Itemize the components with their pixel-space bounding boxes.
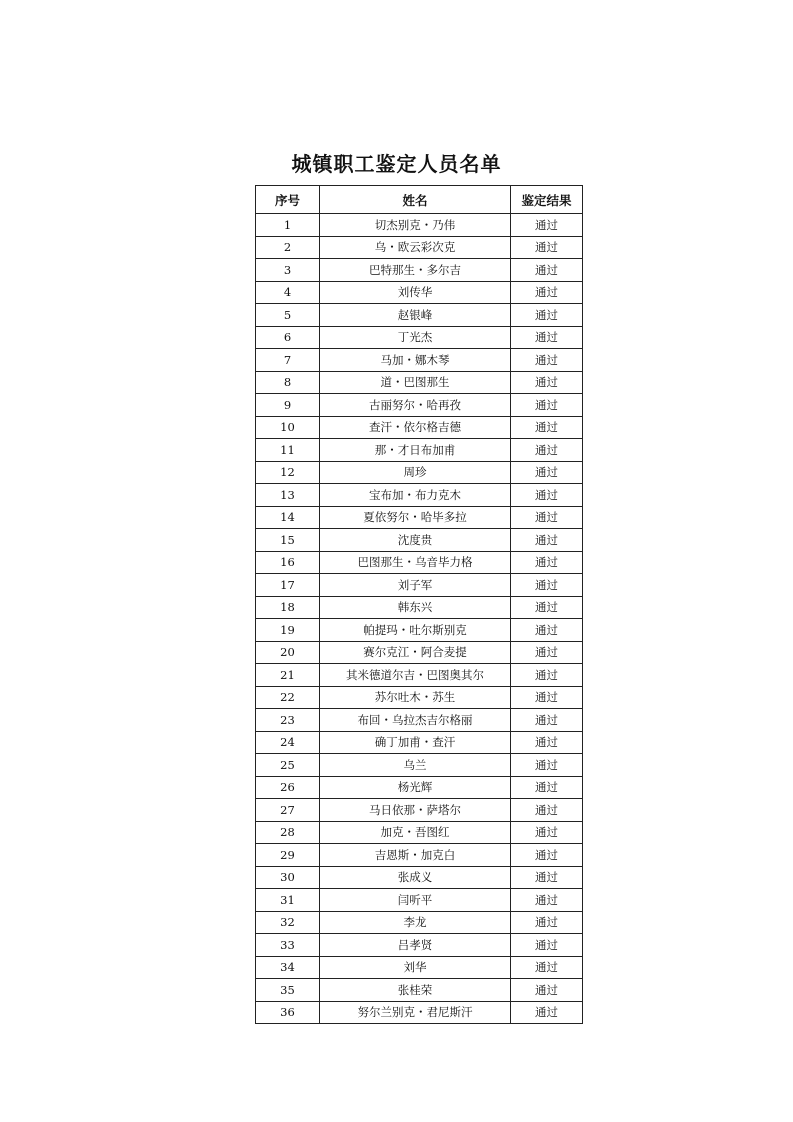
- table-row: [256, 349, 583, 372]
- row-name-cell: 努尔兰别克・君尼斯汗: [320, 1001, 511, 1024]
- row-number-cell: 32: [256, 911, 320, 934]
- row-number-cell: 15: [256, 529, 320, 552]
- table-row: [256, 754, 583, 777]
- row-number-cell: 6: [256, 326, 320, 349]
- row-result-cell: 通过: [511, 214, 583, 237]
- row-number-cell: 17: [256, 574, 320, 597]
- row-number-cell: 7: [256, 349, 320, 372]
- row-result-cell: 通过: [511, 709, 583, 732]
- row-name-cell: 吉恩斯・加克白: [320, 844, 511, 867]
- row-name-cell: 刘华: [320, 956, 511, 979]
- row-result-cell: 通过: [511, 439, 583, 462]
- column-header-result: 鉴定结果: [511, 186, 583, 214]
- row-name-cell: 那・才日布加甫: [320, 439, 511, 462]
- row-result-cell: 通过: [511, 484, 583, 507]
- page-title: 城镇职工鉴定人员名单: [291, 152, 502, 176]
- table-row: [256, 821, 583, 844]
- table-row: [256, 799, 583, 822]
- row-number-cell: 21: [256, 664, 320, 687]
- table-row: [256, 259, 583, 282]
- row-name-cell: 沈度贵: [320, 529, 511, 552]
- row-name-cell: 闫听平: [320, 889, 511, 912]
- table-row: [256, 619, 583, 642]
- row-name-cell: 马日依那・萨塔尔: [320, 799, 511, 822]
- row-number-cell: 19: [256, 619, 320, 642]
- row-name-cell: 张桂荣: [320, 979, 511, 1002]
- table-row: [256, 956, 583, 979]
- table-row: [256, 394, 583, 417]
- table-row: [256, 461, 583, 484]
- table-row: [256, 776, 583, 799]
- row-number-cell: 23: [256, 709, 320, 732]
- row-result-cell: 通过: [511, 506, 583, 529]
- row-name-cell: 苏尔吐木・苏生: [320, 686, 511, 709]
- row-number-cell: 24: [256, 731, 320, 754]
- row-number-cell: 34: [256, 956, 320, 979]
- table-row: [256, 304, 583, 327]
- row-number-cell: 2: [256, 236, 320, 259]
- row-result-cell: 通过: [511, 844, 583, 867]
- column-header-name: 姓名: [320, 186, 511, 214]
- row-name-cell: 张成义: [320, 866, 511, 889]
- table-row: [256, 551, 583, 574]
- table-row: [256, 844, 583, 867]
- row-number-cell: 18: [256, 596, 320, 619]
- table-row: [256, 439, 583, 462]
- row-name-cell: 吕孝贤: [320, 934, 511, 957]
- row-name-cell: 夏依努尔・哈毕多拉: [320, 506, 511, 529]
- table-row: [256, 911, 583, 934]
- row-number-cell: 8: [256, 371, 320, 394]
- row-result-cell: 通过: [511, 259, 583, 282]
- row-name-cell: 韩东兴: [320, 596, 511, 619]
- table-row: [256, 416, 583, 439]
- row-name-cell: 赛尔克江・阿合麦提: [320, 641, 511, 664]
- row-number-cell: 29: [256, 844, 320, 867]
- row-number-cell: 27: [256, 799, 320, 822]
- row-result-cell: 通过: [511, 596, 583, 619]
- table-row: [256, 979, 583, 1002]
- row-number-cell: 9: [256, 394, 320, 417]
- table-body: [256, 214, 583, 1024]
- table-row: [256, 214, 583, 237]
- row-number-cell: 35: [256, 979, 320, 1002]
- row-result-cell: 通过: [511, 866, 583, 889]
- row-name-cell: 刘传华: [320, 281, 511, 304]
- row-number-cell: 13: [256, 484, 320, 507]
- table-row: [256, 1001, 583, 1024]
- row-name-cell: 古丽努尔・哈再孜: [320, 394, 511, 417]
- row-number-cell: 3: [256, 259, 320, 282]
- row-name-cell: 道・巴图那生: [320, 371, 511, 394]
- row-result-cell: 通过: [511, 686, 583, 709]
- table-row: [256, 236, 583, 259]
- table-row: [256, 731, 583, 754]
- row-number-cell: 26: [256, 776, 320, 799]
- row-number-cell: 25: [256, 754, 320, 777]
- table-row: [256, 596, 583, 619]
- row-name-cell: 查汗・依尔格吉德: [320, 416, 511, 439]
- row-result-cell: 通过: [511, 326, 583, 349]
- table-row: [256, 934, 583, 957]
- row-number-cell: 31: [256, 889, 320, 912]
- table-header-row: [256, 186, 583, 214]
- row-number-cell: 1: [256, 214, 320, 237]
- table-row: [256, 484, 583, 507]
- row-result-cell: 通过: [511, 394, 583, 417]
- row-name-cell: 巴图那生・乌音毕力格: [320, 551, 511, 574]
- row-name-cell: 确丁加甫・查汗: [320, 731, 511, 754]
- row-result-cell: 通过: [511, 979, 583, 1002]
- row-name-cell: 布回・乌拉杰吉尔格丽: [320, 709, 511, 732]
- row-result-cell: 通过: [511, 754, 583, 777]
- row-result-cell: 通过: [511, 934, 583, 957]
- row-number-cell: 11: [256, 439, 320, 462]
- row-number-cell: 10: [256, 416, 320, 439]
- row-name-cell: 刘子军: [320, 574, 511, 597]
- row-result-cell: 通过: [511, 619, 583, 642]
- row-result-cell: 通过: [511, 821, 583, 844]
- row-result-cell: 通过: [511, 889, 583, 912]
- row-name-cell: 赵银峰: [320, 304, 511, 327]
- row-result-cell: 通过: [511, 371, 583, 394]
- row-number-cell: 14: [256, 506, 320, 529]
- row-number-cell: 16: [256, 551, 320, 574]
- row-result-cell: 通过: [511, 416, 583, 439]
- row-result-cell: 通过: [511, 799, 583, 822]
- table-row: [256, 506, 583, 529]
- table-row: [256, 664, 583, 687]
- row-result-cell: 通过: [511, 304, 583, 327]
- row-name-cell: 周珍: [320, 461, 511, 484]
- table-row: [256, 529, 583, 552]
- row-result-cell: 通过: [511, 1001, 583, 1024]
- row-number-cell: 5: [256, 304, 320, 327]
- row-name-cell: 宝布加・布力克木: [320, 484, 511, 507]
- table-row: [256, 326, 583, 349]
- column-header-number: 序号: [256, 186, 320, 214]
- row-name-cell: 李龙: [320, 911, 511, 934]
- table-row: [256, 866, 583, 889]
- row-result-cell: 通过: [511, 776, 583, 799]
- row-name-cell: 乌兰: [320, 754, 511, 777]
- row-number-cell: 22: [256, 686, 320, 709]
- row-name-cell: 马加・娜木琴: [320, 349, 511, 372]
- row-name-cell: 其米德道尔吉・巴图奥其尔: [320, 664, 511, 687]
- row-name-cell: 帕提玛・吐尔斯别克: [320, 619, 511, 642]
- row-name-cell: 加克・吾图红: [320, 821, 511, 844]
- table-row: [256, 686, 583, 709]
- row-number-cell: 28: [256, 821, 320, 844]
- row-result-cell: 通过: [511, 641, 583, 664]
- row-result-cell: 通过: [511, 731, 583, 754]
- table-row: [256, 709, 583, 732]
- row-number-cell: 30: [256, 866, 320, 889]
- row-name-cell: 乌・欧云彩次克: [320, 236, 511, 259]
- table-row: [256, 889, 583, 912]
- table-row: [256, 371, 583, 394]
- personnel-table: [255, 185, 583, 1024]
- row-name-cell: 丁光杰: [320, 326, 511, 349]
- row-name-cell: 杨光辉: [320, 776, 511, 799]
- row-result-cell: 通过: [511, 236, 583, 259]
- table-row: [256, 641, 583, 664]
- table-row: [256, 574, 583, 597]
- row-number-cell: 20: [256, 641, 320, 664]
- row-result-cell: 通过: [511, 529, 583, 552]
- row-number-cell: 33: [256, 934, 320, 957]
- row-number-cell: 36: [256, 1001, 320, 1024]
- row-result-cell: 通过: [511, 551, 583, 574]
- row-result-cell: 通过: [511, 349, 583, 372]
- row-result-cell: 通过: [511, 461, 583, 484]
- row-result-cell: 通过: [511, 574, 583, 597]
- row-result-cell: 通过: [511, 956, 583, 979]
- row-name-cell: 巴特那生・多尔吉: [320, 259, 511, 282]
- row-name-cell: 切杰别克・乃伟: [320, 214, 511, 237]
- row-result-cell: 通过: [511, 911, 583, 934]
- row-result-cell: 通过: [511, 664, 583, 687]
- row-number-cell: 4: [256, 281, 320, 304]
- row-number-cell: 12: [256, 461, 320, 484]
- table-row: [256, 281, 583, 304]
- row-result-cell: 通过: [511, 281, 583, 304]
